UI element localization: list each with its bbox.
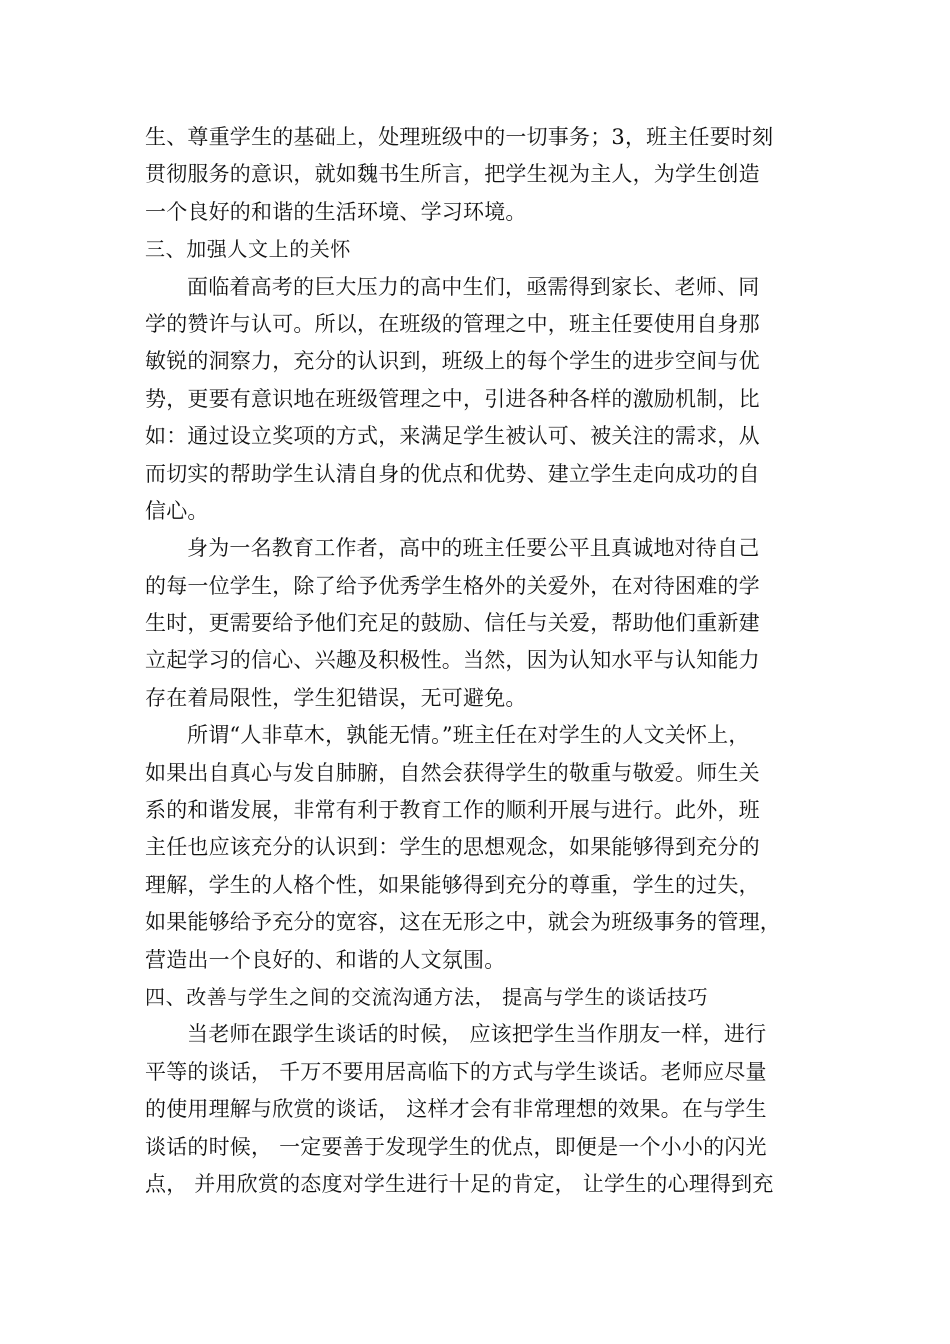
text-line: 身为一名教育工作者，高中的班主任要公平且真诚地对待自己 [187,536,760,561]
text-line: 理解，学生的人格个性，如果能够得到充分的尊重，学生的过失， [145,872,760,897]
text-line: 主任也应该充分的认识到：学生的思想观念，如果能够得到充分的 [145,835,760,860]
text-line: 谈话的时候， 一定要善于发现学生的优点，即便是一个小小的闪光 [145,1134,767,1159]
section-heading: 四、改善与学生之间的交流沟通方法， 提高与学生的谈话技巧 [145,984,709,1009]
document-body [145,119,810,1203]
text-line: 立起学习的信心、兴趣及积极性。当然，因为认知水平与认知能力 [145,648,760,673]
text-line: 而切实的帮助学生认清自身的优点和优势、建立学生走向成功的自 [145,461,760,486]
text-line: 如果能够给予充分的宽容，这在无形之中，就会为班级事务的管理， [145,910,781,935]
text-line: 信心。 [145,498,209,523]
text-line: 当老师在跟学生谈话的时候， 应该把学生当作朋友一样，进行 [187,1022,767,1047]
text-line: 的每一位学生，除了给予优秀学生格外的关爱外，在对待困难的学 [145,573,760,598]
text-line: 生时，更需要给予他们充足的鼓励、信任与关爱，帮助他们重新建 [145,611,760,636]
text-line: 平等的谈话， 千万不要用居高临下的方式与学生谈话。老师应尽量 [145,1059,767,1084]
text-line: 生、尊重学生的基础上，处理班级中的一切事务；3，班主任要时刻 [145,125,774,149]
text-line: 面临着高考的巨大压力的高中生们，亟需得到家长、老师、同 [187,274,760,299]
text-line: 势，更要有意识地在班级管理之中，引进各种各样的激励机制，比 [145,386,760,411]
text-line: 贯彻服务的意识，就如魏书生所言，把学生视为主人，为学生创造 [145,162,760,187]
text-line: 如果出自真心与发自肺腑，自然会获得学生的敬重与敬爱。师生关 [145,760,760,785]
text-line: 如：通过设立奖项的方式，来满足学生被认可、被关注的需求，从 [145,424,760,449]
text-line: 学的赞许与认可。所以，在班级的管理之中，班主任要使用自身那 [145,311,760,336]
text-line: 存在着局限性，学生犯错误，无可避免。 [145,685,527,710]
text-line: 的使用理解与欣赏的谈话， 这样才会有非常理想的效果。在与学生 [145,1097,767,1122]
section-heading: 三、加强人文上的关怀 [145,237,351,262]
text-line: 敏锐的洞察力，充分的认识到，班级上的每个学生的进步空间与优 [145,349,760,374]
text-line: 一个良好的和谐的生活环境、学习环境。 [145,199,527,224]
text-line: 系的和谐发展，非常有利于教育工作的顺利开展与进行。此外，班 [145,798,760,823]
text-line: 点， 并用欣赏的态度对学生进行十足的肯定， 让学生的心理得到充 [145,1171,774,1196]
text-line: 营造出一个良好的、和谐的人文氛围。 [145,947,506,972]
text-line: 所谓“人非草木，孰能无情。”班主任在对学生的人文关怀上， [187,723,750,748]
